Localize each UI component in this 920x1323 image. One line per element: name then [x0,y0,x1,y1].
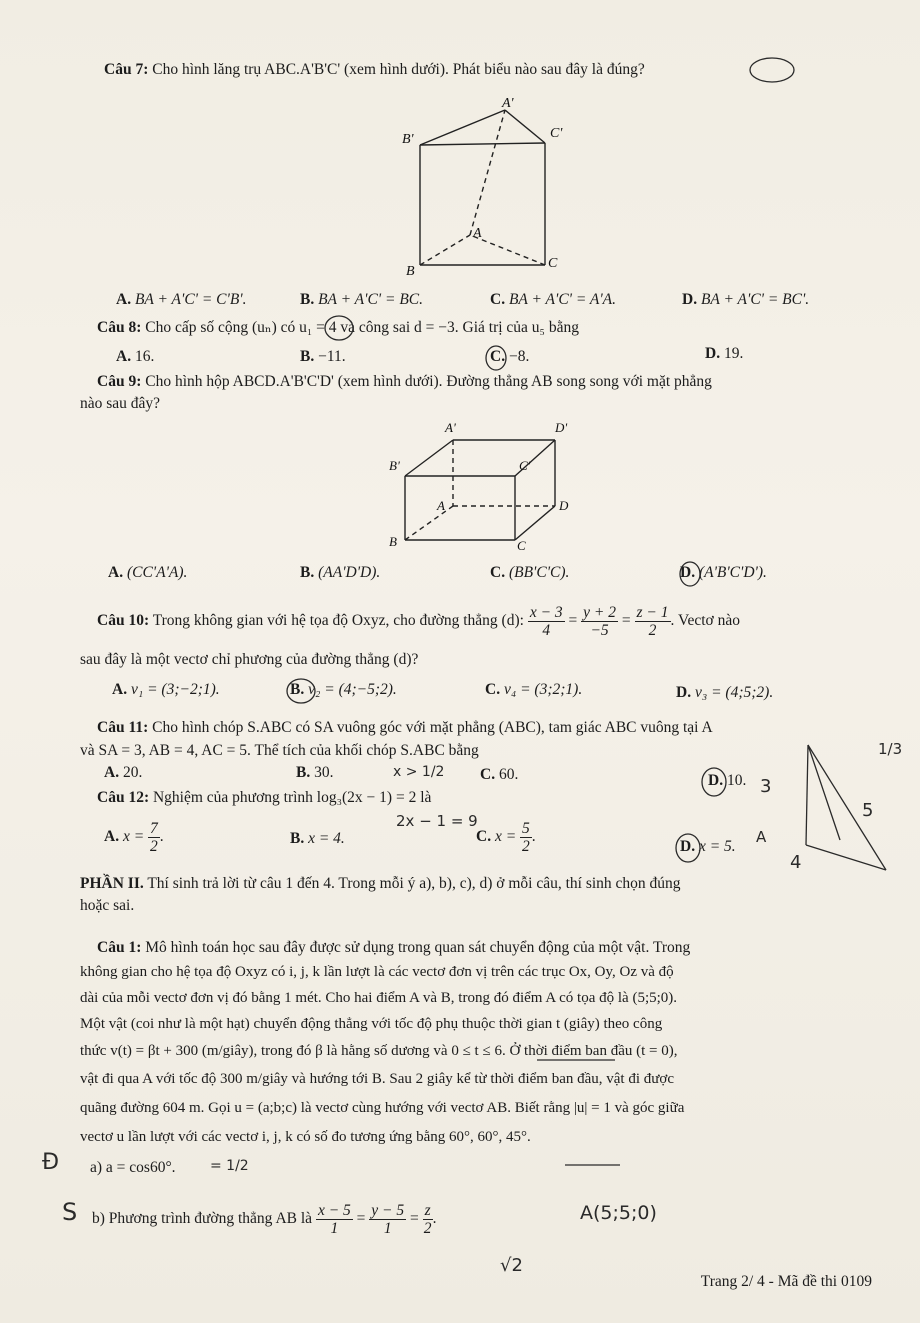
handwriting-note: √2 [500,1255,523,1276]
handwriting-note: 2x − 1 = 9 [396,812,478,830]
label-b: B [406,264,415,279]
label-a: A [437,498,445,513]
q9-option-d[interactable]: D. (A'B'C'D'). [680,564,767,581]
q7-option-d[interactable]: D. BA + A'C' = BC'. [682,291,810,308]
handwriting-note: 5 [862,800,874,821]
label-a: A [473,226,482,241]
p2q1-line-5: thức v(t) = βt + 300 (m/giây), trong đó β là hằng số dương và 0 ≤ t ≤ 6. Ở thời điểm ban đầu (t = 0), [80,1043,678,1059]
p2q1-line-2: không gian cho hệ tọa độ Oxyz có i, j, k lần lượt là các vectơ đơn vị trên các trục Ox, Oy, Oz và độ [80,964,674,980]
part2-header-2: hoặc sai. [80,897,135,914]
q10-option-d[interactable]: D. v₃ = (4;5;2). [676,684,774,701]
q11-option-b[interactable]: B. 30. [296,764,334,781]
q10-option-c[interactable]: C. v₄ = (3;2;1). [485,681,583,698]
q10-stem-2: sau đây là một vectơ chỉ phương của đường thẳng (d)? [80,651,419,668]
handwriting-note: = 1/2 [210,1158,249,1174]
handwriting-note: A(5;5;0) [580,1202,657,1224]
label-c-prime: C' [550,126,563,141]
handwriting-note: A [756,828,767,846]
q10-frac-z: $\frac{z - 1}{2}$ [636,604,669,640]
q11-option-a[interactable]: A. 20. [104,764,143,781]
p2q1-statement-b[interactable]: b) Phương trình đường thẳng AB là $\frac{x - 5}{1}$ = $\frac{y - 5}{1}$ = $\frac{z}{2}$ . [92,1202,437,1238]
p2q1-line-4: Một vật (coi như là một hạt) chuyển động thẳng với tốc độ phụ thuộc thời gian t (giây) theo công [80,1016,663,1032]
q12-option-a[interactable]: A. x = $\frac{7}{2}$ . [104,820,164,856]
page-footer: Trang 2/ 4 - Mã đề thi 0109 [700,1273,872,1290]
q9-option-c[interactable]: C. (BB'C'C). [490,564,570,581]
true-mark: Đ [42,1150,60,1175]
handwriting-note: x > 1/2 [393,764,445,780]
label-c-prime: C' [519,458,531,473]
label-b-prime: B' [389,458,400,473]
q10-frac-y: $\frac{y + 2}{-5}$ [583,604,616,640]
q11-stem-2: và SA = 3, AB = 4, AC = 5. Thể tích của khối chóp S.ABC bằng [80,742,479,759]
q8-option-b[interactable]: B. −11. [300,348,346,365]
q8-stem: Câu 8: Cho cấp số cộng (uₙ) có u₁ = 4 và công sai d = −3. Giá trị của u₅ bằng [97,319,579,336]
false-mark: S [62,1198,78,1226]
q11-stem: Câu 11: Cho hình chóp S.ABC có SA vuông góc với mặt phẳng (ABC), tam giác ABC vuông tại A [97,719,713,736]
q10-stem: Câu 10: Trong không gian với hệ tọa độ Oxyz, cho đường thẳng (d): $\frac{x - 3}{4}$ = $\frac{y + 2}{-5}$ = $\frac{z - 1}{2}$ . Vectơ nào [97,604,740,640]
q9-stem-2: nào sau đây? [80,395,161,412]
q9-stem: Câu 9: Cho hình hộp ABCD.A'B'C'D' (xem hình dưới). Đường thẳng AB song song với mặt phẳng [97,373,712,390]
handwriting-note: 4 [790,852,802,873]
p2q1-line-8: vectơ u lần lượt với các vectơ i, j, k có số đo tương ứng bằng 60°, 60°, 45°. [80,1129,531,1145]
p2q1-line-3: dài của mỗi vectơ đơn vị đó bằng 1 mét. Cho hai điểm A và B, trong đó điểm A có tọa độ là (5;5;0). [80,990,678,1006]
part2-header: PHẦN II. Thí sinh trả lời từ câu 1 đến 4. Trong mỗi ý a), b), c), d) ở mỗi câu, thí sinh chọn đúng [80,875,681,892]
handwriting-note: 3 [760,776,772,797]
q9-option-b[interactable]: B. (AA'D'D). [300,564,381,581]
p2q1-line-6: vật đi qua A với tốc độ 300 m/giây và hướng tới B. Sau 2 giây kể từ thời điểm ban đầu, vật đi được [80,1071,674,1087]
q12-option-b[interactable]: B. x = 4. [290,830,345,847]
q7-stem: Câu 7: Cho hình lăng trụ ABC.A'B'C' (xem hình dưới). Phát biểu nào sau đây là đúng? [104,61,645,78]
q10-option-b[interactable]: B. v₂ = (4;−5;2). [290,681,397,698]
q11-option-d[interactable]: D. 10. [708,772,747,789]
q12-stem: Câu 12: Nghiệm của phương trình log₃(2x − 1) = 2 là [97,789,432,806]
p2q1-line-7: quãng đường 604 m. Gọi u = (a;b;c) là vectơ cùng hướng với vectơ AB. Biết rằng |u| = 1 và góc giữa [80,1100,685,1116]
label-c: C [548,256,558,271]
q8-option-a[interactable]: A. 16. [116,348,155,365]
p2q1-line-1: Câu 1: Mô hình toán học sau đây được sử dụng trong quan sát chuyển động của một vật. Trong [97,939,691,956]
q10-option-a[interactable]: A. v₁ = (3;−2;1). [112,681,220,698]
q12-option-d[interactable]: D. x = 5. [680,838,736,855]
p2q1-statement-a[interactable]: a) a = cos60°. [90,1159,176,1176]
handwriting-note: 1/3 [878,740,903,758]
q7-option-c[interactable]: C. BA + A'C' = A'A. [490,291,617,308]
q10-frac-x: $\frac{x - 3}{4}$ [529,604,563,640]
label-a-prime: A' [445,420,456,435]
label-d: D [559,498,569,513]
q8-option-c[interactable]: C. −8. [490,348,530,365]
q12-option-c[interactable]: C. x = $\frac{5}{2}$ . [476,820,536,856]
q8-option-d[interactable]: D. 19. [705,345,744,362]
q7-option-a[interactable]: A. BA + A'C' = C'B'. [116,291,247,308]
q7-option-b[interactable]: B. BA + A'C' = BC. [300,291,424,308]
label-c: C [517,538,526,553]
q11-option-c[interactable]: C. 60. [480,766,519,783]
label-b-prime: B' [402,132,414,147]
label-a-prime: A' [502,96,514,111]
label-b: B [389,534,397,549]
label-d-prime: D' [555,420,568,435]
q9-option-a[interactable]: A. (CC'A'A). [108,564,188,581]
